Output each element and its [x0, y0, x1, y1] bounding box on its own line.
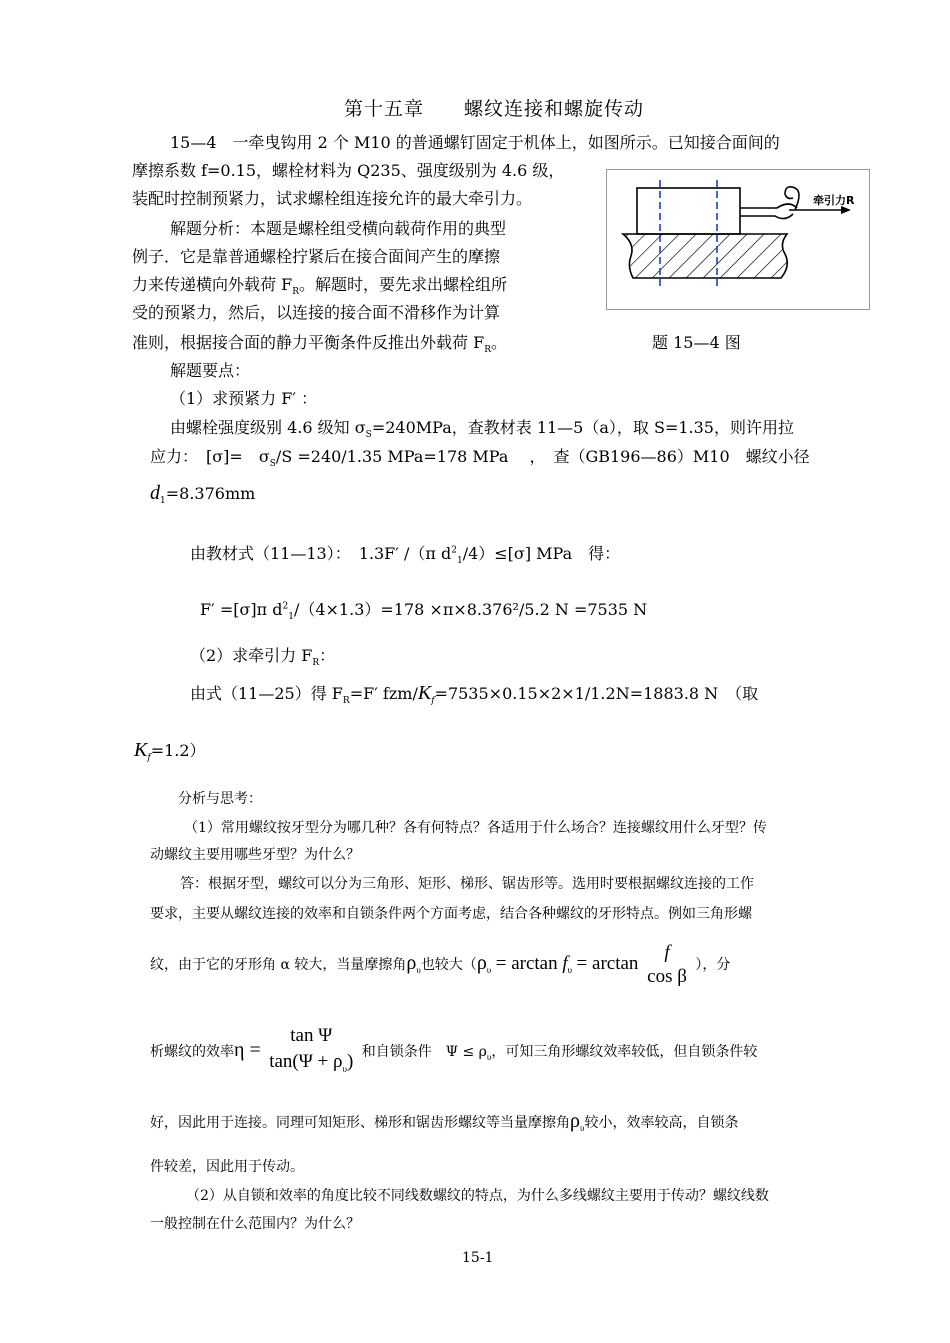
analysis-line-1: 解题分析：本题是螺栓组受横向载荷作用的典型 — [170, 219, 507, 238]
answer-1-line-1: 答：根据牙型，螺纹可以分为三角形、矩形、梯形、锯齿形等。选用时要根据螺纹连接的工作 — [180, 876, 754, 892]
step1-line-5: F′ =[σ]π $d^2_1/(4\times 1.3)=178 \times\pi\times 8.376^2/5.2$ N =7535 N — [200, 600, 648, 623]
question-2-line-1: （2）从自锁和效率的角度比较不同线数螺纹的特点，为什么多线螺纹主要用于传动？螺纹线数 — [186, 1188, 769, 1204]
answer-1-line-3: 纹，由于它的牙形角 α 较大，当量摩擦角$\rho_\upsilon$也较大（$\rho_\upsilon = \arctan f_\upsilon = \arctan$ f cos β ），分 — [150, 942, 731, 987]
page-title: 第十五章 螺纹连接和螺旋传动 — [344, 98, 645, 120]
analysis-line-2: 例子．它是靠普通螺栓拧紧后在接合面间产生的摩擦 — [132, 247, 501, 266]
figure-hook-bolt-diagram — [606, 169, 870, 310]
figure-drawing — [607, 170, 869, 309]
step1-line-4: 由教材式（11—13）： 1.3F′ /（π $d^2_1/4)\le[\sigma]$ MPa 得： — [190, 544, 621, 567]
step1-line-2: 应力： [σ]= $\sigma_S/S =240/1.35$ MPa=178 MPa ， 查（GB196—86）M10 螺纹小径 — [150, 447, 810, 470]
answer-1-line-4: 析螺纹的效率η = tan Ψ $\tan(\Psi + \rho_\upsilon)$ 和自锁条件 $\Psi \le \rho_\upsilon$，可知三角形螺纹效率较低，但自锁条件较 — [150, 1024, 758, 1074]
step1-line-1: 由螺栓强度级别 4.6 级知 $\sigma_S=240MPa$，查教材表 11—5（a），取 S=1.35，则许用拉 — [170, 418, 794, 441]
question-1-line-2: 动螺纹主要用哪些牙型？为什么？ — [150, 847, 360, 863]
analysis-line-4: 受的预紧力，然后，以连接的接合面不滑移作为计算 — [132, 303, 501, 322]
step1-line-3: $d_1=8.376mm$ — [150, 482, 256, 507]
problem-line-1: 15—4 一牵曳钩用 2 个 M10 的普通螺钉固定于机体上，如图所示。已知接合面间的 — [170, 133, 780, 152]
answer-1-line-6: 件较差，因此用于传动。 — [150, 1159, 304, 1175]
hook-arm — [740, 204, 797, 208]
step2-title: （2）求牵引力 $F_R$： — [190, 646, 336, 669]
step2-line-2: $K_f=1.2$） — [134, 739, 206, 764]
clamp-block — [637, 188, 740, 234]
problem-line-3: 装配时控制预紧力，试求螺栓组连接允许的最大牵引力。 — [132, 189, 533, 208]
question-1-line-1: （1）常用螺纹按牙型分为哪几种？各有何特点？各适用于什么场合？连接螺纹用什么牙型？传 — [184, 820, 767, 836]
answer-1-line-5: 好，因此用于连接。同理可知矩形、梯形和锯齿形螺纹等当量摩擦角$\rho_\upsilon$较小，效率较高，自锁条 — [150, 1110, 739, 1133]
step1-title: （1）求预紧力 F′ ： — [170, 389, 318, 408]
analysis-line-3: 力来传递横向外载荷 $F_R$。解题时，要先求出螺栓组所 — [132, 275, 507, 298]
figure-caption: 题 15—4 图 — [652, 333, 741, 352]
answer-1-line-2: 要求，主要从螺纹连接的效率和自锁条件两个方面考虑，结合各种螺纹的牙形特点。例如三角形螺 — [150, 906, 752, 922]
figure-pull-label: 牵引力R — [813, 194, 855, 207]
question-2-line-2: 一般控制在什么范围内？为什么？ — [150, 1216, 360, 1232]
points-title: 解题要点： — [170, 361, 251, 380]
page-number: 15-1 — [462, 1250, 494, 1266]
step2-line-1: 由式（11—25）得 $F_R=F'$ fzm/$K_f=7535\times 0.15\times 2\times 1/1.2N=1883.8$ N （取 — [190, 682, 759, 707]
machine-base — [623, 234, 787, 278]
hook-curl — [785, 187, 799, 210]
think-heading: 分析与思考： — [178, 791, 262, 807]
analysis-line-5: 准则，根据接合面的静力平衡条件反推出外载荷 $F_R$。 — [132, 333, 507, 356]
problem-line-2: 摩擦系数 f=0.15，螺栓材料为 Q235、强度级别为 4.6 级， — [132, 161, 565, 180]
